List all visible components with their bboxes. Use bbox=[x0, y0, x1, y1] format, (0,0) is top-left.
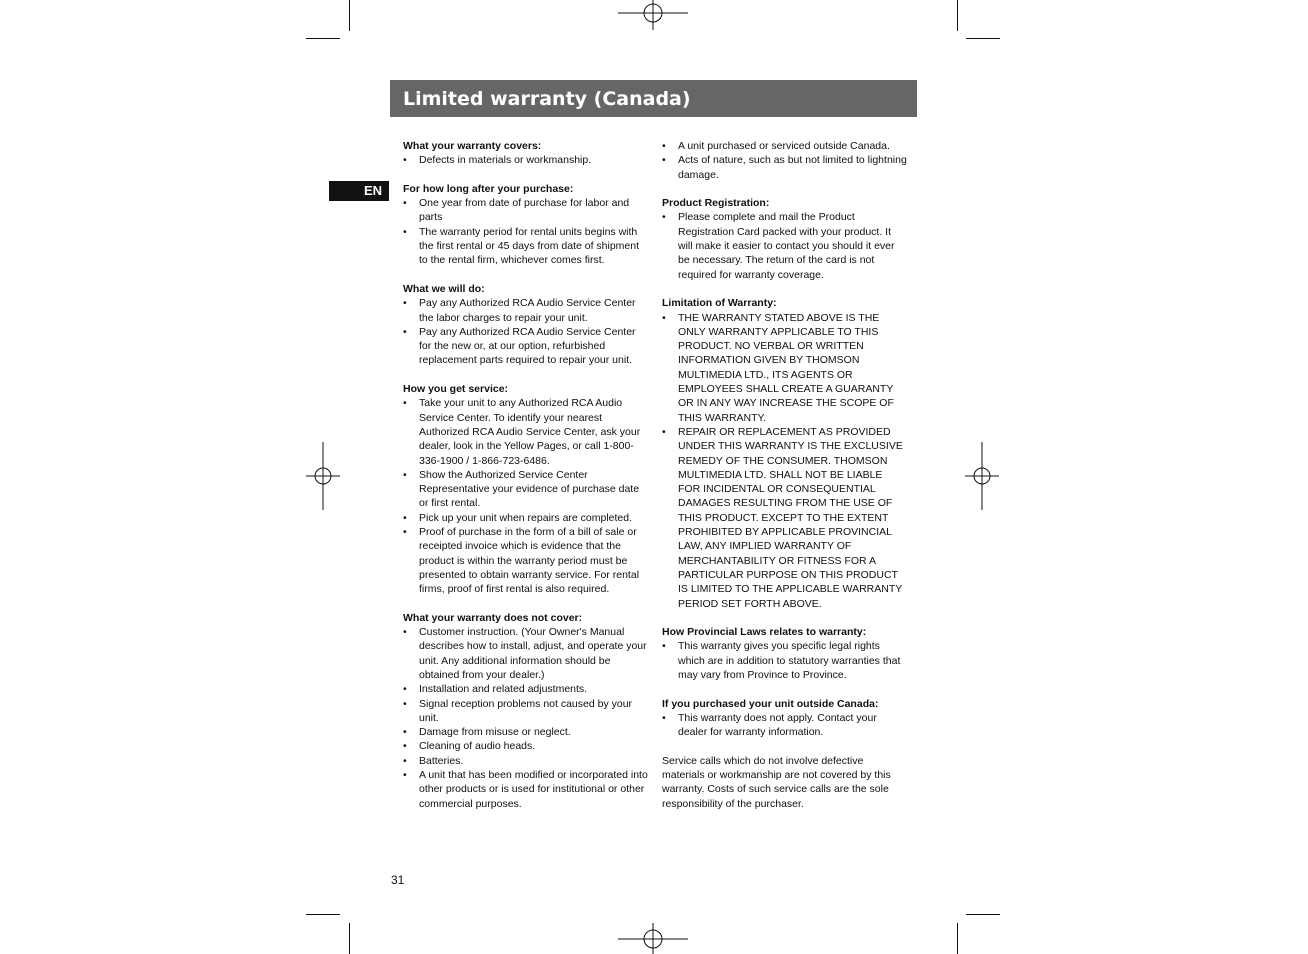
bullet-item bbox=[403, 196, 648, 225]
bullet-item bbox=[403, 296, 648, 325]
bullet-item bbox=[403, 511, 648, 525]
bullet-icon: • bbox=[403, 297, 407, 310]
crop-mark bbox=[306, 38, 340, 39]
registration-mark-top bbox=[618, 0, 688, 30]
section-heading: How you get service: bbox=[403, 383, 509, 396]
crop-mark bbox=[957, 923, 958, 954]
bullet-icon: • bbox=[403, 225, 407, 238]
crop-mark bbox=[966, 914, 1000, 915]
crop-mark bbox=[966, 38, 1000, 39]
bullet-icon: • bbox=[403, 697, 407, 710]
section-heading: If you purchased your unit outside Canada: bbox=[662, 697, 879, 710]
bullet-text: The warranty period for rental units begins with the first rental or 45 days from date of shipment to the rental firm, whichever comes first. bbox=[419, 225, 640, 267]
language-tab-label: EN bbox=[363, 183, 382, 198]
bullet-text: Cleaning of audio heads. bbox=[419, 740, 536, 753]
right-column bbox=[662, 139, 907, 811]
bullet-text: A unit purchased or serviced outside Canada. bbox=[678, 140, 890, 152]
bullet-text: This warranty does not apply. Contact your dealer for warranty information. bbox=[678, 711, 877, 739]
warranty-section bbox=[662, 139, 907, 182]
bullet-icon: • bbox=[662, 154, 666, 167]
warranty-section bbox=[403, 182, 648, 268]
page-number: 31 bbox=[391, 873, 405, 887]
bullet-item bbox=[662, 711, 907, 740]
section-heading: Product Registration: bbox=[662, 197, 770, 210]
registration-mark-right bbox=[965, 442, 999, 510]
bullet-icon: • bbox=[662, 425, 666, 438]
bullet-item bbox=[403, 754, 648, 768]
bullet-text: Damage from misuse or neglect. bbox=[419, 726, 571, 739]
bullet-text: Please complete and mail the Product Registration Card packed with your product. It will make it easier to contact you should it ever be necessary. The return of the card is not required for warranty coverage. bbox=[678, 211, 895, 281]
bullet-text: REPAIR OR REPLACEMENT AS PROVIDED UNDER THIS WARRANTY IS THE EXCLUSIVE REMEDY OF THE CONSUMER. THOMSON MULTIMEDIA LTD. SHALL NOT BE LIABLE FOR INCIDENTAL OR CONSEQUENTIAL DAMAGES RESULTING FROM THE USE OF THIS PRODUCT. EXCEPT TO THE EXTENT PROHIBITED BY APPLICABLE PROVINCIAL LAW, ANY IMPLIED WARRANTY OF MERCHANTABILITY OR FITNESS FOR A PARTICULAR PURPOSE ON THIS PRODUCT IS LIMITED TO THE APPLICABLE WARRANTY PERIOD SET FORTH ABOVE. bbox=[678, 425, 903, 610]
bullet-text: Batteries. bbox=[419, 754, 464, 767]
page-title: Limited warranty (Canada) bbox=[403, 88, 691, 110]
bullet-item bbox=[403, 325, 648, 368]
warranty-section bbox=[662, 196, 907, 282]
bullet-text: A unit that has been modified or incorporated into other products or is used for institutional or other commercial purposes. bbox=[419, 769, 648, 810]
bullet-item bbox=[403, 225, 648, 268]
warranty-section bbox=[403, 282, 648, 368]
bullet-item bbox=[403, 396, 648, 467]
bullet-icon: • bbox=[403, 397, 407, 410]
bullet-icon: • bbox=[662, 311, 666, 324]
section-heading: What your warranty covers: bbox=[403, 140, 542, 152]
warranty-section bbox=[662, 625, 907, 682]
bullet-icon: • bbox=[662, 140, 666, 152]
bullet-item bbox=[403, 468, 648, 511]
bullet-text: One year from date of purchase for labor and parts bbox=[419, 197, 630, 224]
language-tab bbox=[329, 181, 389, 201]
bullet-text: Proof of purchase in the form of a bill of sale or receipted invoice which is evidence that the product is within the warranty period must be presented to obtain warranty service. For rental firms, proof of first rental is also required. bbox=[419, 526, 640, 596]
bullet-icon: • bbox=[403, 154, 407, 167]
bullet-item bbox=[403, 682, 648, 696]
bullet-icon: • bbox=[403, 511, 407, 524]
bullet-icon: • bbox=[662, 711, 666, 724]
bullet-item bbox=[662, 153, 907, 182]
warranty-section bbox=[403, 611, 648, 811]
bullet-item bbox=[403, 768, 648, 811]
crop-mark bbox=[306, 914, 340, 915]
bullet-text: THE WARRANTY STATED ABOVE IS THE ONLY WARRANTY APPLICABLE TO THIS PRODUCT. NO VERBAL OR WRITTEN INFORMATION GIVEN BY THOMSON MULTIMEDIA LTD., ITS AGENTS OR EMPLOYEES SHALL CREATE A GUARANTY OR IN ANY WAY INCREASE THE SCOPE OF THIS WARRANTY. bbox=[678, 311, 894, 424]
bullet-item bbox=[662, 425, 907, 611]
bullet-icon: • bbox=[662, 640, 666, 653]
bullet-item bbox=[403, 739, 648, 753]
title-bar bbox=[390, 80, 917, 117]
bullet-icon: • bbox=[403, 740, 407, 753]
bullet-text: Show the Authorized Service Center Representative your evidence of purchase date or first rental. bbox=[419, 468, 640, 510]
bullet-text: Take your unit to any Authorized RCA Audio Service Center. To identify your nearest Authorized RCA Audio Service Center, ask your dealer, look in the Yellow Pages, or call 1-800-336-1900 / 1-866-723-6486. bbox=[419, 397, 641, 467]
bullet-item bbox=[403, 525, 648, 596]
bullet-item bbox=[403, 697, 648, 726]
bullet-item bbox=[662, 139, 907, 153]
bullet-text: Customer instruction. (Your Owner's Manual describes how to install, adjust, and operate your unit. Any additional information should be obtained from your dealer.) bbox=[419, 626, 647, 681]
registration-mark-bottom bbox=[618, 923, 688, 954]
registration-mark-left bbox=[306, 442, 340, 510]
bullet-item bbox=[403, 625, 648, 682]
crop-mark bbox=[957, 0, 958, 31]
bullet-text: Installation and related adjustments. bbox=[419, 683, 588, 696]
bullet-item bbox=[403, 153, 648, 167]
section-heading: What we will do: bbox=[403, 282, 485, 295]
warranty-section bbox=[403, 139, 648, 168]
bullet-icon: • bbox=[403, 726, 407, 739]
bullet-text: Defects in materials or workmanship. bbox=[419, 154, 592, 167]
bullet-item bbox=[662, 639, 907, 682]
bullet-text: Pick up your unit when repairs are completed. bbox=[419, 511, 633, 524]
crop-mark bbox=[349, 0, 350, 31]
bullet-icon: • bbox=[403, 626, 407, 639]
warranty-section bbox=[403, 382, 648, 596]
bullet-text: Pay any Authorized RCA Audio Service Center for the new or, at our option, refurbished replacement parts required to repair your unit. bbox=[419, 325, 636, 367]
left-column bbox=[403, 139, 648, 825]
crop-mark bbox=[349, 923, 350, 954]
warranty-section bbox=[662, 697, 907, 740]
bullet-text: Acts of nature, such as but not limited to lightning damage. bbox=[678, 154, 907, 181]
section-heading: How Provincial Laws relates to warranty: bbox=[662, 626, 867, 639]
bullet-icon: • bbox=[403, 325, 407, 338]
bullet-text: Signal reception problems not caused by your unit. bbox=[419, 697, 633, 724]
warranty-section bbox=[662, 296, 907, 611]
bullet-item bbox=[403, 725, 648, 739]
bullet-icon: • bbox=[403, 468, 407, 481]
bullet-icon: • bbox=[403, 769, 407, 782]
bullet-text: This warranty gives you specific legal rights which are in addition to statutory warranties that may vary from Province to Province. bbox=[678, 640, 901, 681]
bullet-icon: • bbox=[403, 683, 407, 696]
closing-paragraph: Service calls which do not involve defective materials or workmanship are not covered by this warranty. Costs of such service calls are the sole responsibility of the purchaser. bbox=[662, 754, 891, 810]
bullet-icon: • bbox=[403, 526, 407, 539]
bullet-icon: • bbox=[403, 754, 407, 767]
section-heading: For how long after your purchase: bbox=[403, 182, 574, 195]
bullet-item bbox=[662, 210, 907, 281]
bullet-icon: • bbox=[403, 197, 407, 210]
bullet-text: Pay any Authorized RCA Audio Service Center the labor charges to repair your unit. bbox=[419, 297, 636, 324]
section-heading: Limitation of Warranty: bbox=[662, 297, 777, 310]
section-heading: What your warranty does not cover: bbox=[403, 611, 583, 624]
bullet-icon: • bbox=[662, 211, 666, 224]
bullet-item bbox=[662, 311, 907, 425]
